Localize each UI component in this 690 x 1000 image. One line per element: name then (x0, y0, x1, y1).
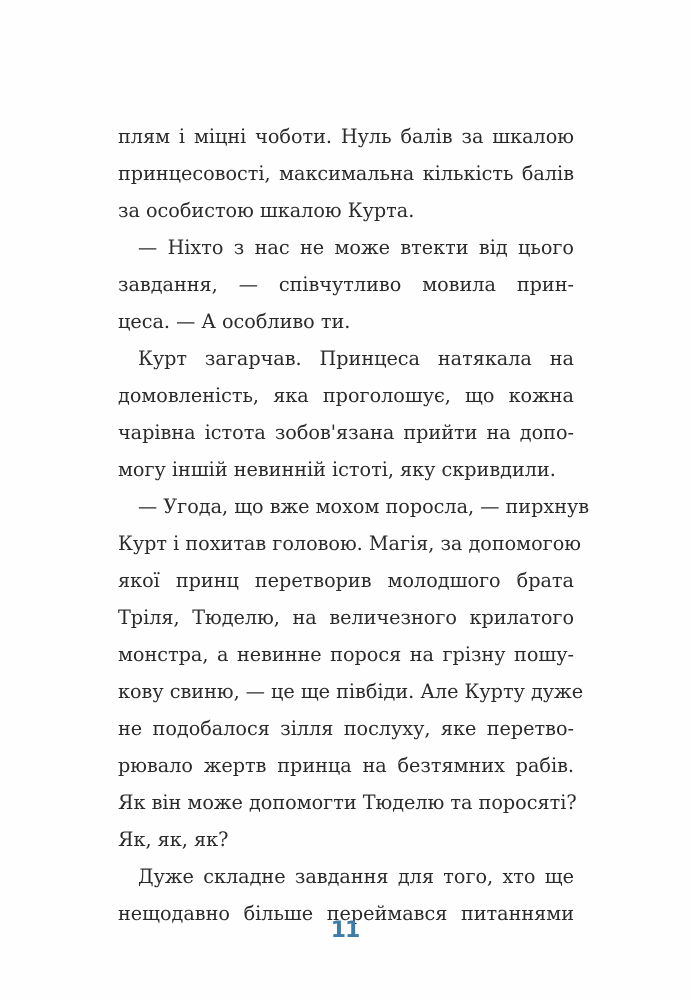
page-number: 11 (330, 918, 360, 943)
text-line: якої принц перетворив молодшого брата (118, 569, 574, 592)
text-line: могу іншій невинній істоті, яку скривдили. (118, 458, 556, 481)
text-line: не подобалося зілля послуху, яке перетво- (118, 717, 574, 740)
text-line: рювало жертв принца на безтямних рабів. (118, 754, 574, 777)
text-line: нещодавно більше переймався питаннями (118, 902, 574, 925)
text-line: за особистою шкалою Курта. (118, 199, 415, 222)
text-line: Курт загарчав. Принцеса натякала на (138, 347, 574, 370)
text-line: плям і міцні чоботи. Нуль балів за шкалою (118, 125, 574, 148)
text-line: домовленість, яка проголошує, що кожна (118, 384, 574, 407)
page-body (118, 118, 590, 932)
text-line: Курт і похитав головою. Магія, за допомогою (118, 532, 581, 555)
text-line: — Угода, що вже мохом поросла, — пирхнув (138, 495, 590, 518)
text-line: Дуже складне завдання для того, хто ще (138, 865, 574, 888)
text-line: принцесовості, максимальна кількість балів (118, 162, 574, 185)
text-line: цеса. — А особливо ти. (118, 310, 351, 333)
text-line: Як, як, як? (118, 828, 229, 851)
text-line: — Ніхто з нас не може втекти від цього (138, 236, 574, 259)
text-line: Як він може допомогти Тюделю та поросяті? (118, 791, 577, 814)
text-line: завдання, — співчутливо мовила прин- (118, 273, 574, 296)
text-line: Тріля, Тюделю, на величезного крилатого (118, 606, 574, 629)
text-line: чарівна істота зобов'язана прийти на допо- (118, 421, 574, 444)
text-line: кову свиню, — це ще півбіди. Але Курту дуже (118, 680, 584, 703)
text-line: монстра, а невинне порося на грізну пошу- (118, 643, 574, 666)
